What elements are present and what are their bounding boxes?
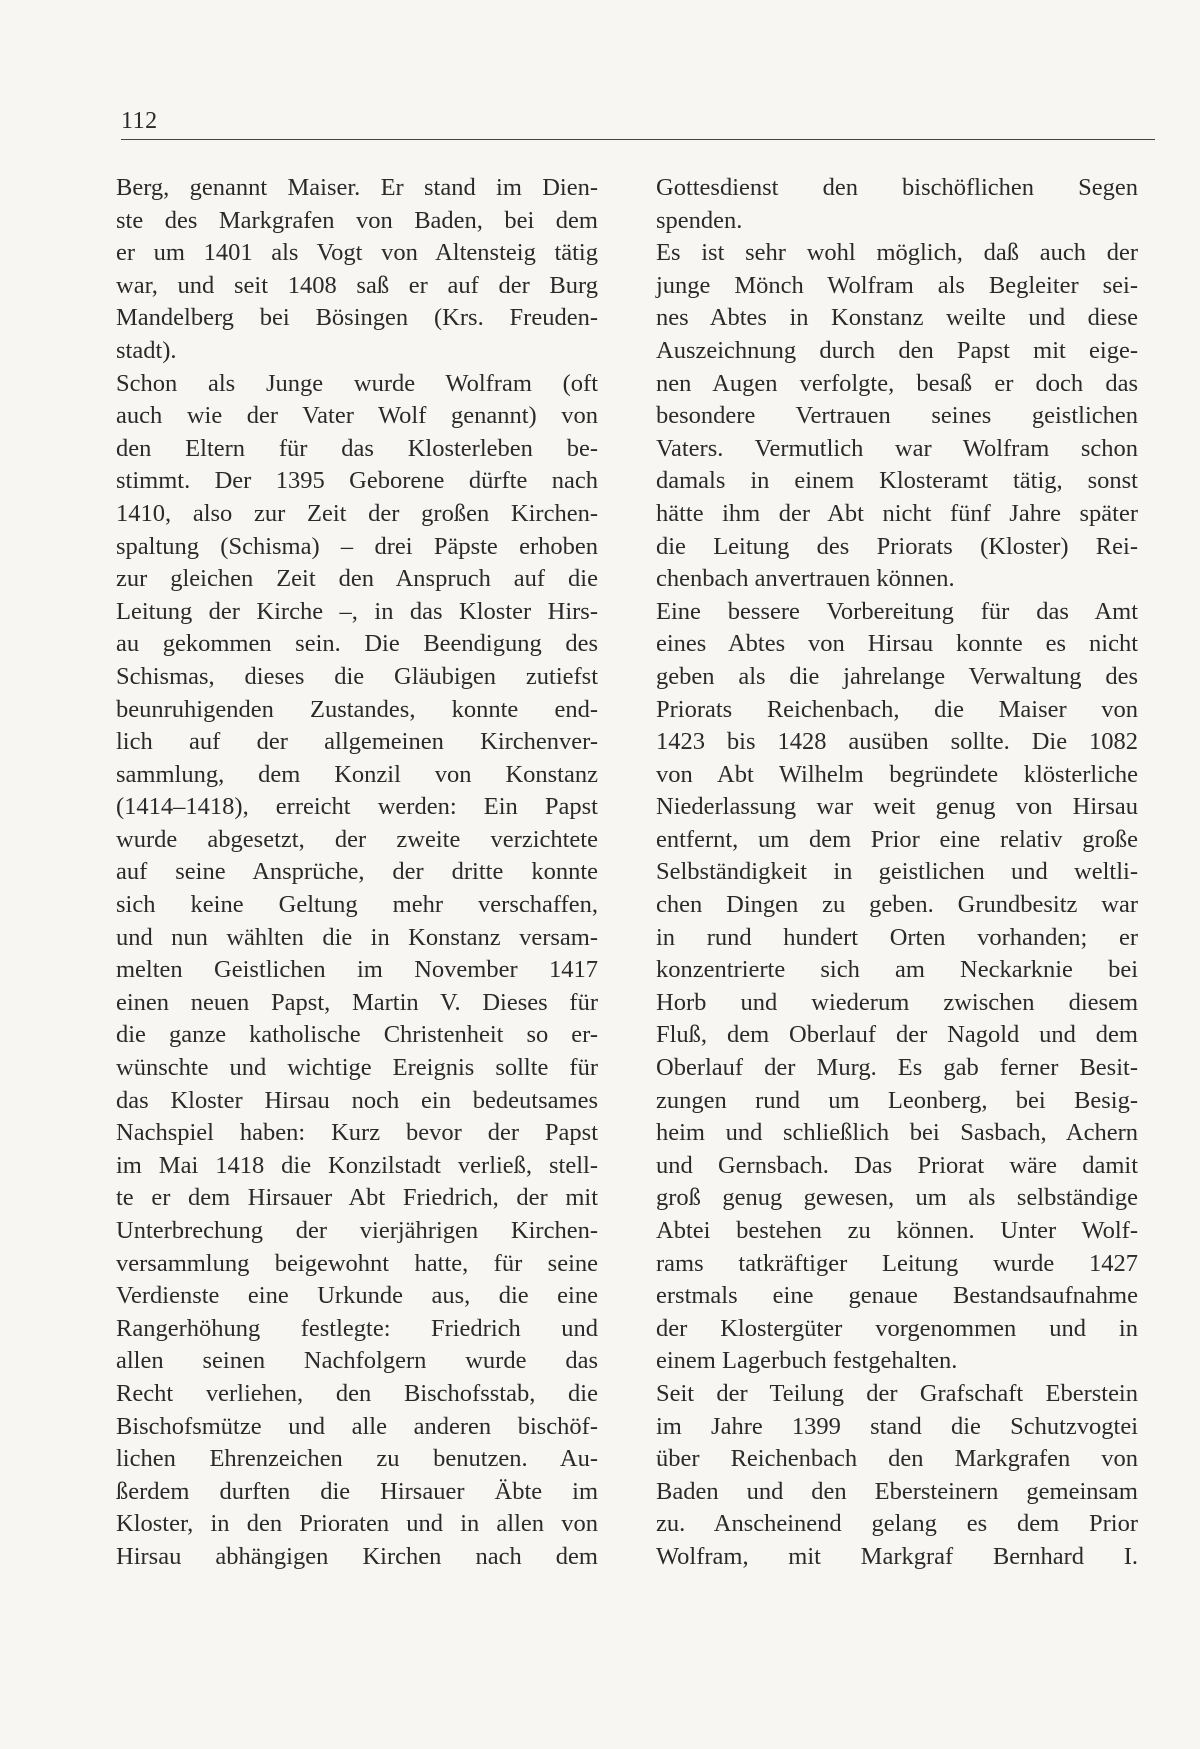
text-line: Mandelberg bei Bösingen (Krs. Freuden- <box>116 304 598 332</box>
text-line: auf seine Ansprüche, der dritte konnte <box>116 858 598 886</box>
text-line: zur gleichen Zeit den Anspruch auf die <box>116 565 598 593</box>
text-line: allen seinen Nachfolgern wurde das <box>116 1347 598 1375</box>
text-line: besondere Vertrauen seines geistlichen <box>656 402 1138 430</box>
text-line: Berg, genannt Maiser. Er stand im Dien- <box>116 174 598 201</box>
text-line: Baden und den Ebersteinern gemeinsam <box>656 1477 1138 1505</box>
text-line: wurde abgesetzt, der zweite verzichtete <box>116 825 598 853</box>
text-line: hätte ihm der Abt nicht fünf Jahre später <box>656 499 1138 527</box>
text-line: Bischofsmütze und alle anderen bischöf- <box>116 1412 598 1440</box>
text-line: das Kloster Hirsau noch ein bedeutsames <box>116 1086 598 1114</box>
text-line: er um 1401 als Vogt von Altensteig tätig <box>116 239 598 267</box>
text-line: über Reichenbach den Markgrafen von <box>656 1445 1138 1473</box>
text-line: chen Dingen zu geben. Grundbesitz war <box>656 891 1138 919</box>
text-line: Vaters. Vermutlich war Wolfram schon <box>656 434 1138 462</box>
text-line: nen Augen verfolgte, besaß er doch das <box>656 369 1138 397</box>
text-line: Gottesdienst den bischöflichen Segen <box>656 174 1138 201</box>
text-line: stimmt. Der 1395 Geborene dürfte nach <box>116 467 598 495</box>
right-text-column <box>656 172 1138 1574</box>
text-line: Verdienste eine Urkunde aus, die eine <box>116 1282 598 1310</box>
text-line: zungen rund um Leonberg, bei Besig- <box>656 1086 1138 1114</box>
text-line: geben als die jahrelange Verwaltung des <box>656 662 1138 690</box>
text-line: erstmals eine genaue Bestandsaufnahme <box>656 1282 1138 1310</box>
text-line: der Klostergüter vorgenommen und in <box>656 1314 1138 1342</box>
text-line: rams tatkräftiger Leitung wurde 1427 <box>656 1249 1138 1277</box>
text-line: spaltung (Schisma) – drei Päpste erhoben <box>116 532 598 560</box>
text-line: heim und schließlich bei Sasbach, Achern <box>656 1119 1138 1147</box>
text-line: Fluß, dem Oberlauf der Nagold und dem <box>656 1021 1138 1049</box>
text-line: groß genug gewesen, um als selbständige <box>656 1184 1138 1212</box>
text-line: Schon als Junge wurde Wolfram (oft <box>116 369 598 397</box>
text-line: im Mai 1418 die Konzilstadt verließ, stell- <box>116 1151 598 1179</box>
text-line: Priorats Reichenbach, die Maiser von <box>656 695 1138 723</box>
text-line: Seit der Teilung der Grafschaft Eberstein <box>656 1379 1138 1407</box>
text-line: versammlung beigewohnt hatte, für seine <box>116 1249 598 1277</box>
text-line: stadt). <box>116 336 177 364</box>
text-line: lich auf der allgemeinen Kirchenver- <box>116 728 598 756</box>
text-line: Leitung der Kirche –, in das Kloster Hirs- <box>116 597 598 625</box>
text-line: Horb und wiederum zwischen diesem <box>656 988 1138 1016</box>
text-line: Selbständigkeit in geistlichen und weltli- <box>656 858 1138 886</box>
text-line: nes Abtes in Konstanz weilte und diese <box>656 304 1138 332</box>
text-line: Wolfram, mit Markgraf Bernhard I. <box>656 1542 1138 1570</box>
text-line: junge Mönch Wolfram als Begleiter sei- <box>656 271 1138 299</box>
text-line: Es ist sehr wohl möglich, daß auch der <box>656 239 1138 267</box>
text-line: sammlung, dem Konzil von Konstanz <box>116 760 598 788</box>
text-line: und nun wählten die in Konstanz versam- <box>116 923 598 951</box>
text-line: Abtei bestehen zu können. Unter Wolf- <box>656 1217 1138 1244</box>
left-text-column <box>116 172 598 1574</box>
text-line: im Jahre 1399 stand die Schutzvogtei <box>656 1412 1138 1440</box>
header-rule <box>121 139 1155 140</box>
text-line: Hirsau abhängigen Kirchen nach dem <box>116 1542 598 1570</box>
text-line: lichen Ehrenzeichen zu benutzen. Au- <box>116 1445 598 1473</box>
text-line: 1410, also zur Zeit der großen Kirchen- <box>116 499 598 527</box>
text-line: die Leitung des Priorats (Kloster) Rei- <box>656 532 1138 560</box>
text-line: ßerdem durften die Hirsauer Äbte im <box>116 1477 598 1505</box>
text-line: melten Geistlichen im November 1417 <box>116 956 598 984</box>
text-line: ste des Markgrafen von Baden, bei dem <box>116 206 598 234</box>
text-line: die ganze katholische Christenheit so er- <box>116 1021 598 1049</box>
text-line: zu. Anscheinend gelang es dem Prior <box>656 1510 1138 1538</box>
text-line: Rangerhöhung festlegte: Friedrich und <box>116 1314 598 1342</box>
text-line: Unterbrechung der vierjährigen Kirchen- <box>116 1217 598 1244</box>
text-line: 1423 bis 1428 ausüben sollte. Die 1082 <box>656 728 1138 756</box>
text-line: Oberlauf der Murg. Es gab ferner Besit- <box>656 1054 1138 1082</box>
text-line: te er dem Hirsauer Abt Friedrich, der mit <box>116 1184 598 1212</box>
text-line: au gekommen sein. Die Beendigung des <box>116 630 598 658</box>
text-line: den Eltern für das Klosterleben be- <box>116 434 598 462</box>
page-number: 112 <box>121 108 158 134</box>
text-line: Nachspiel haben: Kurz bevor der Papst <box>116 1119 598 1147</box>
text-line: Eine bessere Vorbereitung für das Amt <box>656 597 1138 625</box>
text-line: entfernt, um dem Prior eine relativ große <box>656 825 1138 853</box>
text-line: in rund hundert Orten vorhanden; er <box>656 923 1138 951</box>
text-line: auch wie der Vater Wolf genannt) von <box>116 402 598 430</box>
text-line: chenbach anvertrauen können. <box>656 565 955 593</box>
text-line: Schismas, dieses die Gläubigen zutiefst <box>116 662 598 690</box>
text-line: Kloster, in den Prioraten und in allen von <box>116 1510 598 1538</box>
text-line: wünschte und wichtige Ereignis sollte für <box>116 1054 598 1082</box>
text-line: einen neuen Papst, Martin V. Dieses für <box>116 988 598 1016</box>
text-line: Recht verliehen, den Bischofsstab, die <box>116 1379 598 1407</box>
text-line: sich keine Geltung mehr verschaffen, <box>116 891 598 919</box>
text-line: spenden. <box>656 206 743 234</box>
text-line: Auszeichnung durch den Papst mit eige- <box>656 336 1138 364</box>
text-line: war, und seit 1408 saß er auf der Burg <box>116 271 598 299</box>
text-line: konzentrierte sich am Neckarknie bei <box>656 956 1138 984</box>
text-line: beunruhigenden Zustandes, konnte end- <box>116 695 598 723</box>
text-line: von Abt Wilhelm begründete klösterliche <box>656 760 1138 788</box>
text-line: Niederlassung war weit genug von Hirsau <box>656 793 1138 821</box>
text-line: eines Abtes von Hirsau konnte es nicht <box>656 630 1138 658</box>
text-line: und Gernsbach. Das Priorat wäre damit <box>656 1151 1138 1179</box>
text-line: einem Lagerbuch festgehalten. <box>656 1347 958 1375</box>
text-line: damals in einem Klosteramt tätig, sonst <box>656 467 1138 495</box>
text-line: (1414–1418), erreicht werden: Ein Papst <box>116 793 598 821</box>
